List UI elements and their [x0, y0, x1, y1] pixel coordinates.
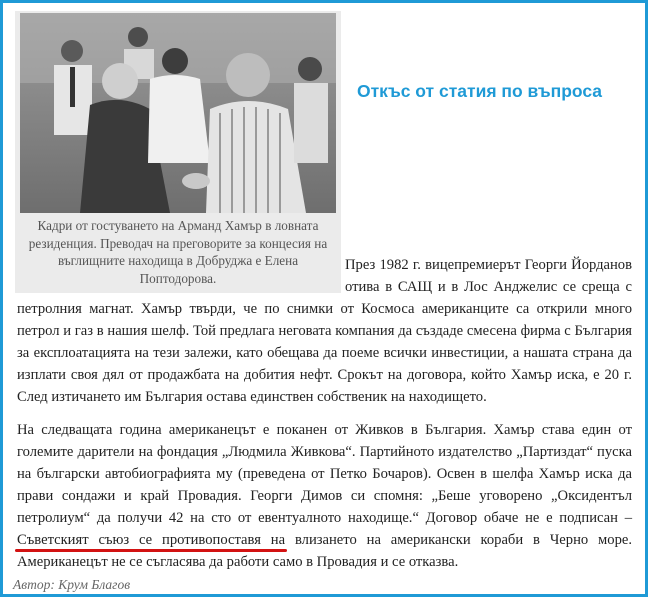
paragraph-text: влизането на американски кораби в Черно море. Американецът не се съгласява да работи само в Провадия и се отказва.: [17, 532, 633, 570]
red-underline-mark: [15, 549, 287, 552]
paragraph-text: На следващата година американецът е поканен от Живков в България. Хамър става един от големите дарители на фондация „Людмила Живкова“. Партийното издателство „Партиздат“ пуска на български автобиографията му (преведена от Петко Бочаров). Освен в шелфа Хамър иска да прави сондажи и край Провадия. Георги Димов си спомня: „Беше уговорено „Оксидентъл петролиум“ да получи 42 на сто от евентуалното находище.“ Договор обаче не е подписан –: [17, 422, 632, 526]
photo-caption: Кадри от гостуването на Арманд Хамър в ловната резиденция. Преводач на преговорите за концесия на въглищните находища в Добруджа е Елена Поптодорова.: [28, 218, 328, 286]
photo-figure: [15, 11, 341, 293]
highlighted-phrase: [17, 532, 285, 548]
author-credit: Автор: Крум Благов: [13, 577, 131, 592]
paragraph-line: През 1982 г. вицепремиерът Георги Йорданов: [345, 257, 632, 273]
article-paragraph-1-start: [345, 254, 632, 298]
paragraph-line: отива в САЩ и в Лос Анджелис се среща с: [345, 279, 632, 295]
article-paragraph-1-body: петролния магнат. Хамър твърди, че по снимки от Космоса американците са открили много петрол и газ в нашия шелф. Той предлага неговата компания да създаде смесена фирма с България за експлоатацията на тези залежи, като обещава да поеме всички инвестиции, а нашата страна да изплати своя дял от продажбата на добития нефт. Срокът на договора, който Хамър иска, е 20 г. След изтичането им България остава единствен собственик на находището.: [17, 301, 632, 405]
section-title: Откъс от статия по въпроса: [357, 81, 603, 101]
historical-photo: [20, 13, 336, 213]
article-paragraph-2: [17, 419, 632, 573]
highlighted-text: Съветският съюз се противопоставя на: [17, 532, 286, 548]
photo-illustration: [20, 13, 336, 213]
